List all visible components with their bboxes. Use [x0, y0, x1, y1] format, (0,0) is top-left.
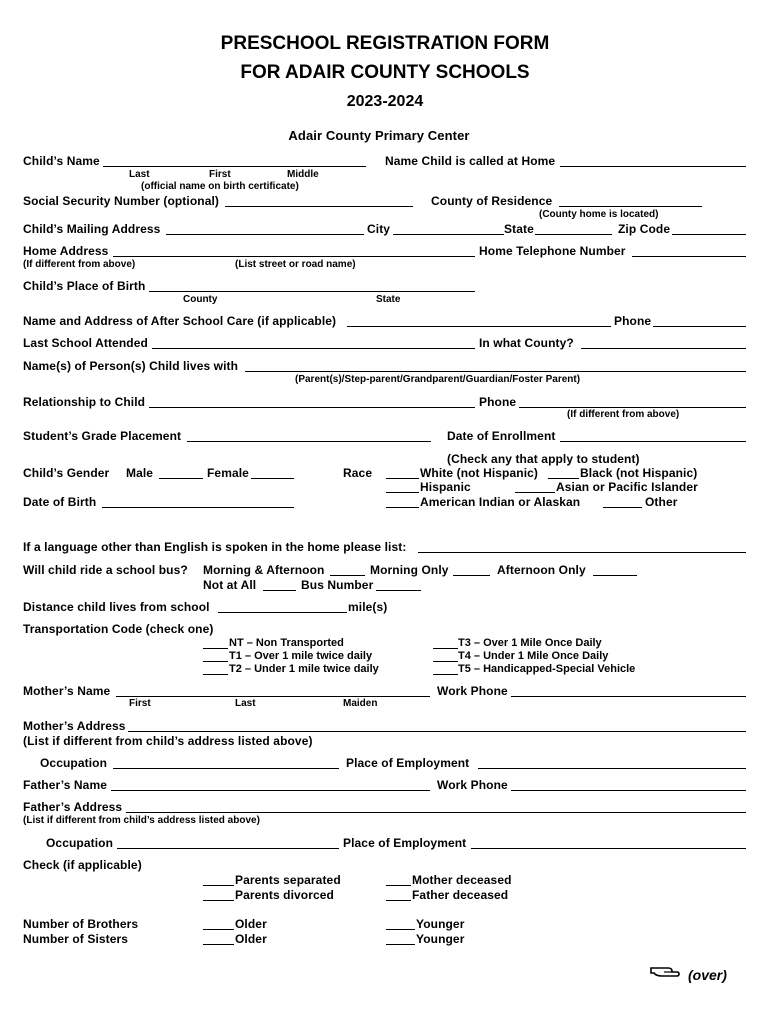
sisters-older-label: Older: [235, 932, 267, 946]
lives-with-field[interactable]: [245, 371, 746, 372]
mother-address-note: (List if different from child’s address listed above): [23, 734, 313, 748]
father-deceased-checkbox[interactable]: [386, 900, 411, 901]
language-label: If a language other than English is spoken in the home please list:: [23, 540, 407, 554]
female-label: Female: [207, 466, 249, 480]
mother-deceased-label: Mother deceased: [412, 873, 512, 887]
american-indian-label: American Indian or Alaskan: [420, 495, 581, 509]
father-address-note: (List if different from child’s address listed above): [23, 815, 260, 826]
after-school-phone-field[interactable]: [653, 326, 746, 327]
over-label: (over): [688, 967, 727, 983]
not-at-all-checkbox[interactable]: [263, 590, 296, 591]
list-street-note: (List street or road name): [235, 259, 356, 270]
other-checkbox[interactable]: [603, 507, 642, 508]
lives-with-note: (Parent(s)/Step-parent/Grandparent/Guardian/Foster Parent): [295, 374, 581, 385]
state-field[interactable]: [535, 234, 612, 235]
brothers-older-label: Older: [235, 917, 267, 931]
county-residence-label: County of Residence: [431, 194, 553, 208]
home-address-label: Home Address: [23, 244, 109, 258]
state-sublabel: State: [376, 294, 401, 305]
sisters-label: Number of Sisters: [23, 932, 129, 946]
mother-deceased-checkbox[interactable]: [386, 885, 411, 886]
black-label: Black (not Hispanic): [580, 466, 698, 480]
hispanic-label: Hispanic: [420, 480, 471, 494]
child-name-label: Child’s Name: [23, 154, 100, 168]
t2-label: T2 – Under 1 mile twice daily: [229, 663, 379, 675]
father-employment-field[interactable]: [471, 848, 746, 849]
mother-occupation-field[interactable]: [113, 768, 339, 769]
father-address-label: Father’s Address: [23, 800, 123, 814]
zip-label: Zip Code: [618, 222, 671, 236]
morning-afternoon-checkbox[interactable]: [330, 575, 365, 576]
father-employment-label: Place of Employment: [343, 836, 467, 850]
asian-label: Asian or Pacific Islander: [556, 480, 698, 494]
lives-with-label: Name(s) of Person(s) Child lives with: [23, 359, 239, 373]
t4-checkbox[interactable]: [433, 661, 458, 662]
mother-work-phone-field[interactable]: [511, 696, 746, 697]
city-label: City: [367, 222, 391, 236]
t5-checkbox[interactable]: [433, 674, 458, 675]
mother-last-sublabel: Last: [235, 698, 256, 709]
check-applicable-label: Check (if applicable): [23, 858, 142, 872]
what-county-field[interactable]: [581, 348, 746, 349]
called-at-home-label: Name Child is called at Home: [385, 154, 556, 168]
brothers-younger-label: Younger: [416, 917, 465, 931]
transport-code-label: Transportation Code (check one): [23, 622, 214, 636]
bus-number-label: Bus Number: [301, 578, 374, 592]
relationship-phone-label: Phone: [479, 395, 517, 409]
father-occupation-field[interactable]: [117, 848, 339, 849]
afternoon-only-checkbox[interactable]: [593, 575, 637, 576]
mother-maiden-sublabel: Maiden: [343, 698, 378, 709]
after-school-field[interactable]: [347, 326, 611, 327]
male-checkbox[interactable]: [159, 478, 203, 479]
called-at-home-field[interactable]: [560, 166, 746, 167]
t4-label: T4 – Under 1 Mile Once Daily: [458, 650, 609, 662]
father-name-label: Father’s Name: [23, 778, 107, 792]
mother-first-sublabel: First: [129, 698, 151, 709]
county-home-note: (County home is located): [539, 209, 659, 220]
center-name: Adair County Primary Center: [288, 128, 470, 143]
last-school-label: Last School Attended: [23, 336, 148, 350]
white-checkbox[interactable]: [386, 478, 419, 479]
grade-placement-label: Student’s Grade Placement: [23, 429, 182, 443]
check-any-note: (Check any that apply to student): [447, 452, 640, 466]
t3-label: T3 – Over 1 Mile Once Daily: [458, 637, 602, 649]
morning-afternoon-label: Morning & Afternoon: [203, 563, 325, 577]
t3-checkbox[interactable]: [433, 648, 458, 649]
school-year: 2023-2024: [346, 93, 424, 110]
brothers-older-field[interactable]: [203, 929, 234, 930]
divorced-label: Parents divorced: [235, 888, 334, 902]
other-label: Other: [645, 495, 678, 509]
form-title: PRESCHOOL REGISTRATION FORM: [220, 33, 550, 54]
mother-employment-field[interactable]: [478, 768, 746, 769]
mother-occupation-label: Occupation: [40, 756, 108, 770]
morning-only-checkbox[interactable]: [453, 575, 490, 576]
home-phone-label: Home Telephone Number: [479, 244, 626, 258]
father-occupation-label: Occupation: [46, 836, 114, 850]
t1-label: T1 – Over 1 mile twice daily: [229, 650, 373, 662]
form-subtitle: FOR ADAIR COUNTY SCHOOLS: [240, 62, 530, 83]
mailing-address-label: Child’s Mailing Address: [23, 222, 161, 236]
father-name-field[interactable]: [111, 790, 430, 791]
zip-field[interactable]: [672, 234, 746, 235]
separated-label: Parents separated: [235, 873, 341, 887]
distance-label: Distance child lives from school: [23, 600, 210, 614]
city-field[interactable]: [393, 234, 504, 235]
if-different-note-2: (If different from above): [567, 409, 680, 420]
child-name-field[interactable]: [103, 166, 366, 167]
t5-label: T5 – Handicapped-Special Vehicle: [458, 663, 636, 675]
mother-name-label: Mother’s Name: [23, 684, 111, 698]
sisters-older-field[interactable]: [203, 944, 234, 945]
nt-label: NT – Non Transported: [229, 637, 344, 649]
father-deceased-label: Father deceased: [412, 888, 509, 902]
date-enrollment-label: Date of Enrollment: [447, 429, 556, 443]
after-school-phone-label: Phone: [614, 314, 652, 328]
dob-label: Date of Birth: [23, 495, 97, 509]
mother-work-phone-label: Work Phone: [437, 684, 508, 698]
place-of-birth-label: Child’s Place of Birth: [23, 279, 146, 293]
miles-label: mile(s): [348, 600, 388, 614]
american-indian-checkbox[interactable]: [386, 507, 419, 508]
county-residence-field[interactable]: [559, 206, 702, 207]
afternoon-only-label: Afternoon Only: [497, 563, 586, 577]
female-checkbox[interactable]: [251, 478, 294, 479]
relationship-field[interactable]: [149, 407, 475, 408]
brothers-younger-field[interactable]: [386, 929, 415, 930]
hispanic-checkbox[interactable]: [386, 492, 419, 493]
language-field[interactable]: [418, 552, 746, 553]
after-school-label: Name and Address of After School Care (if applicable): [23, 314, 337, 328]
if-different-note: (If different from above): [23, 259, 136, 270]
dob-field[interactable]: [102, 507, 294, 508]
nt-checkbox[interactable]: [203, 648, 228, 649]
home-address-field[interactable]: [113, 256, 475, 257]
bus-number-field[interactable]: [376, 590, 421, 591]
father-address-field[interactable]: [126, 812, 746, 813]
state-label: State: [504, 222, 534, 236]
mother-address-label: Mother’s Address: [23, 719, 126, 733]
relationship-label: Relationship to Child: [23, 395, 146, 409]
white-label: White (not Hispanic): [420, 466, 538, 480]
father-work-phone-label: Work Phone: [437, 778, 508, 792]
what-county-label: In what County?: [479, 336, 574, 350]
middle-sublabel: Middle: [287, 169, 319, 180]
gender-label: Child’s Gender: [23, 466, 110, 480]
county-sublabel: County: [183, 294, 218, 305]
black-checkbox[interactable]: [548, 478, 579, 479]
brothers-label: Number of Brothers: [23, 917, 139, 931]
mother-employment-label: Place of Employment: [346, 756, 470, 770]
place-of-birth-field[interactable]: [149, 291, 475, 292]
sisters-younger-label: Younger: [416, 932, 465, 946]
father-work-phone-field[interactable]: [511, 790, 746, 791]
relationship-phone-field[interactable]: [519, 407, 746, 408]
grade-placement-field[interactable]: [187, 441, 431, 442]
mailing-address-field[interactable]: [166, 234, 364, 235]
official-name-note: (official name on birth certificate): [141, 181, 299, 192]
distance-field[interactable]: [218, 612, 347, 613]
ssn-field[interactable]: [225, 206, 413, 207]
first-sublabel: First: [209, 169, 231, 180]
t1-checkbox[interactable]: [203, 661, 228, 662]
not-at-all-label: Not at All: [203, 578, 257, 592]
divorced-checkbox[interactable]: [203, 900, 234, 901]
mother-name-field[interactable]: [116, 696, 430, 697]
date-enrollment-field[interactable]: [560, 441, 746, 442]
asian-checkbox[interactable]: [515, 492, 555, 493]
separated-checkbox[interactable]: [203, 885, 234, 886]
pointing-hand-icon: [650, 963, 680, 979]
last-sublabel: Last: [129, 169, 150, 180]
bus-label: Will child ride a school bus?: [23, 563, 188, 577]
t2-checkbox[interactable]: [203, 674, 228, 675]
male-label: Male: [126, 466, 154, 480]
morning-only-label: Morning Only: [370, 563, 449, 577]
race-label: Race: [343, 466, 373, 480]
ssn-label: Social Security Number (optional): [23, 194, 219, 208]
home-phone-field[interactable]: [632, 256, 746, 257]
sisters-younger-field[interactable]: [386, 944, 415, 945]
last-school-field[interactable]: [152, 348, 475, 349]
mother-address-field[interactable]: [128, 731, 746, 732]
